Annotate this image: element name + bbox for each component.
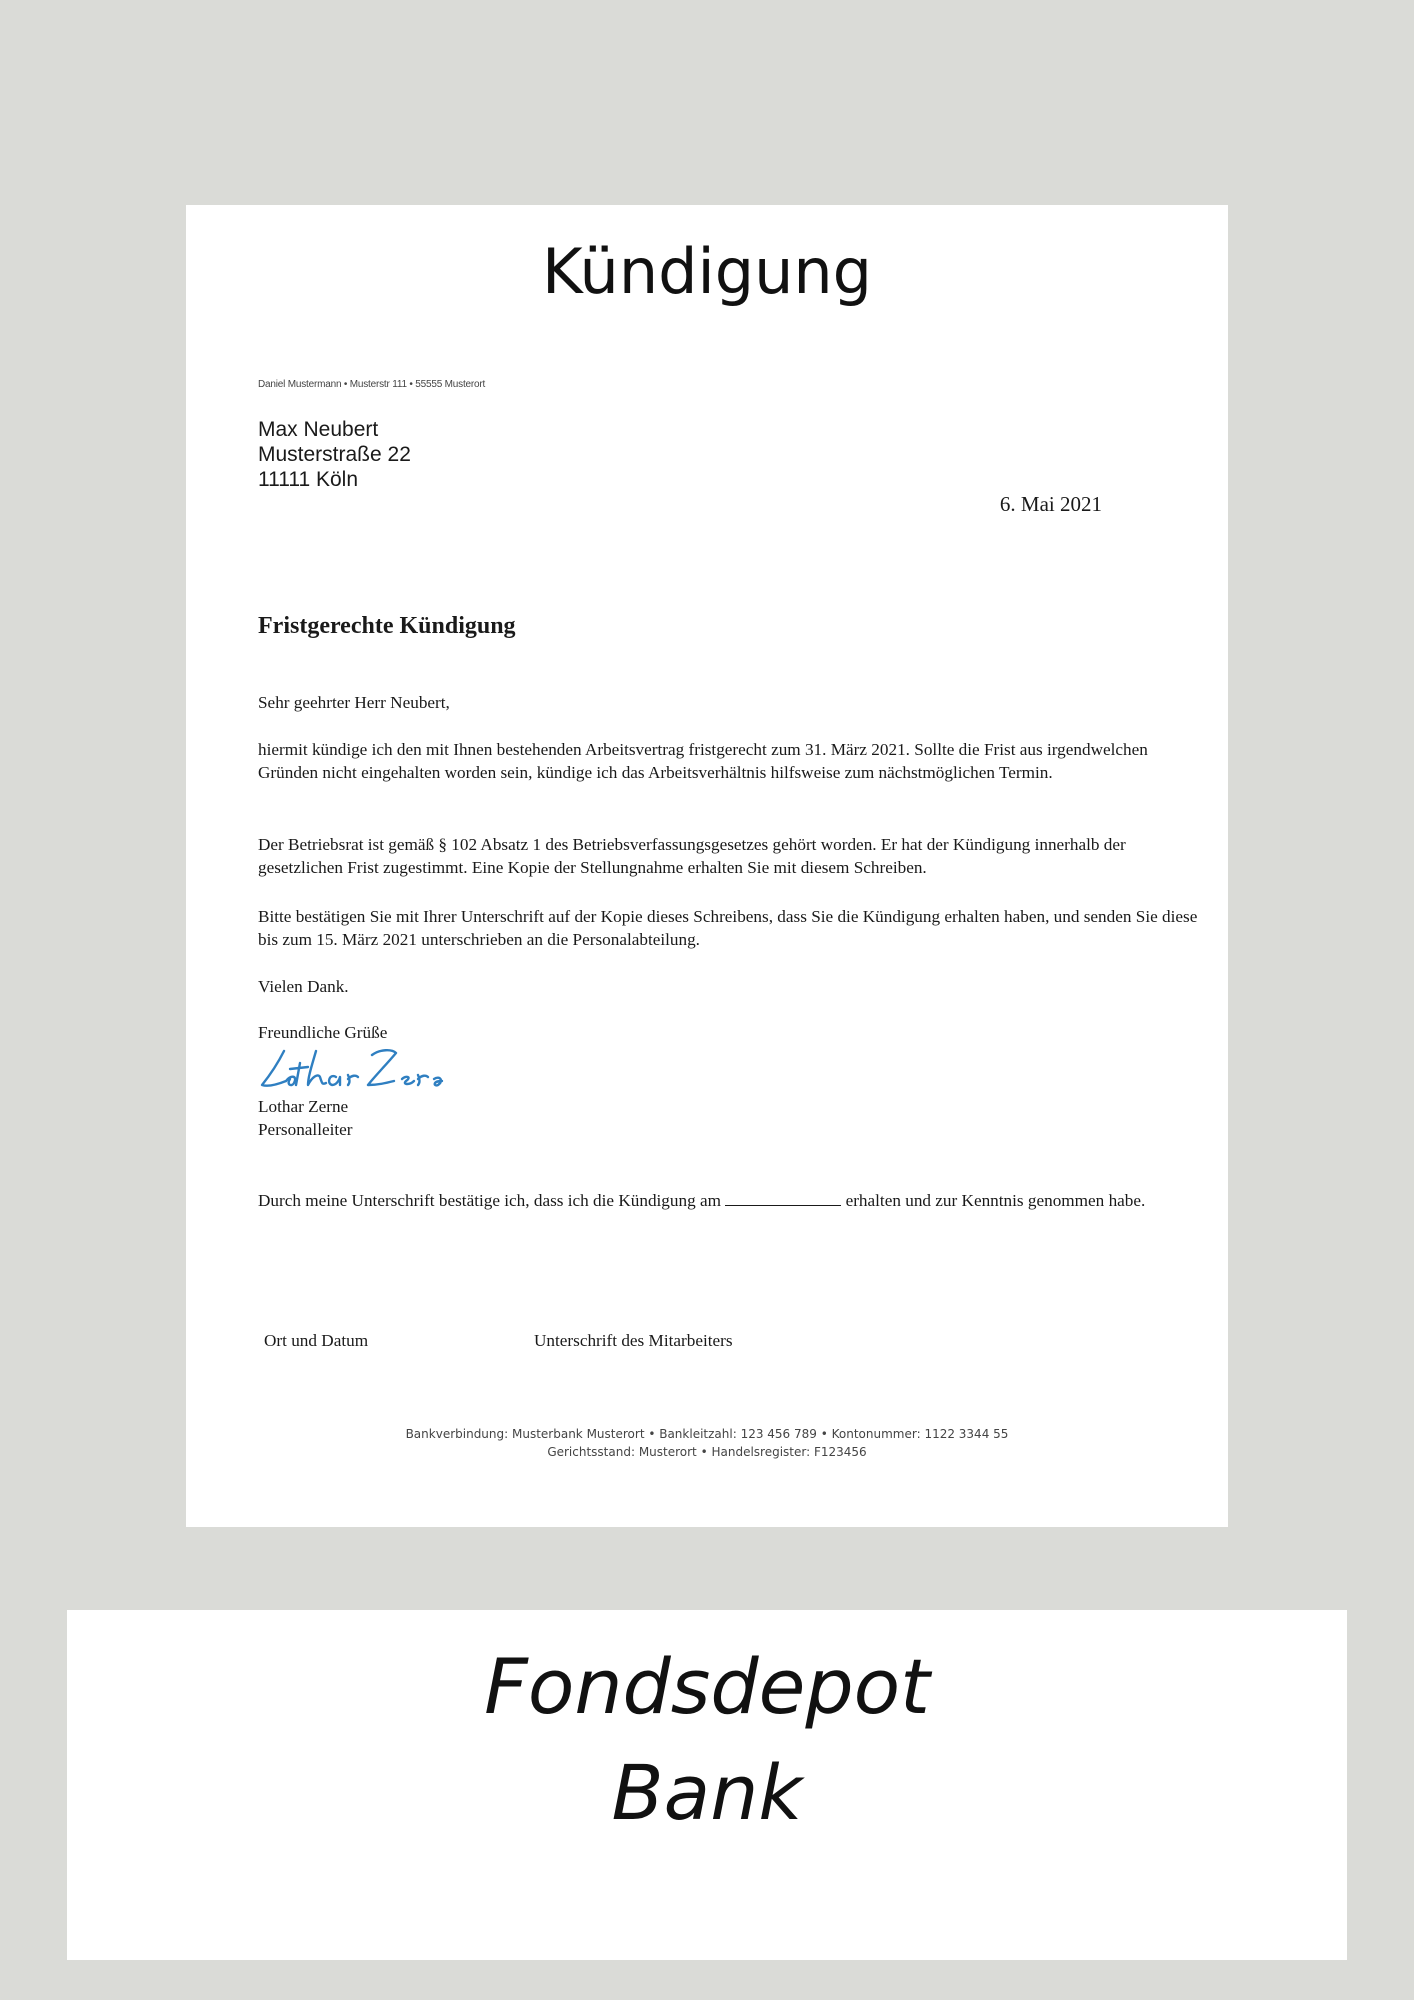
paragraph-confirmation-request: Bitte bestätigen Sie mit Ihrer Unterschrift auf der Kopie dieses Schreibens, dass Sie die Kündigung erhalten haben, und senden Sie diese bis zum 15. März 2021 unterschrieben an die Personalabteilung. xyxy=(258,907,1198,949)
paragraph-termination: hiermit kündige ich den mit Ihnen bestehenden Arbeitsvertrag fristgerecht zum 31. März 2021. Sollte die Frist aus irgendwelchen Gründen nicht eingehalten worden sein, kündige ich das Arbeitsverhältnis hilfsweise zum nächstmöglichen Termin. xyxy=(258,740,1148,782)
signer-name: Lothar Zerne xyxy=(258,1097,349,1116)
closing: Freundliche Grüße xyxy=(258,1023,388,1042)
confirmation-statement xyxy=(258,1189,1203,1212)
sender-return-address: Daniel Mustermann • Musterstr 111 • 55555 Musterort xyxy=(258,379,486,390)
caption-line-1: Fondsdepot xyxy=(484,1642,930,1731)
signer-title: Personalleiter xyxy=(258,1120,353,1139)
paragraph-works-council: Der Betriebsrat ist gemäß § 102 Absatz 1 des Betriebsverfassungsgesetzes gehört worden. Er hat der Kündigung innerhalb der gesetzlichen Frist zugestimmt. Eine Kopie der Stellungnahme erhalten Sie mit diesem Schreiben. xyxy=(258,835,1126,877)
place-date-label: Ort und Datum xyxy=(264,1331,369,1350)
recipient-address xyxy=(258,417,411,492)
salutation: Sehr geehrter Herr Neubert, xyxy=(258,693,450,712)
recipient-city: 11111 Köln xyxy=(258,468,359,491)
confirmation-text-end: erhalten und zur Kenntnis genommen habe. xyxy=(845,1191,1146,1210)
letter-heading: Kündigung xyxy=(541,235,873,308)
caption-box xyxy=(67,1610,1347,1960)
letter-page xyxy=(186,205,1228,1527)
paragraph-thanks: Vielen Dank. xyxy=(258,977,349,996)
date-blank-line[interactable] xyxy=(725,1191,841,1206)
letter-subject: Fristgerechte Kündigung xyxy=(258,613,516,639)
employee-signature-label: Unterschrift des Mitarbeiters xyxy=(534,1331,733,1350)
caption-title xyxy=(67,1634,1347,1846)
footer-bank-details: Bankverbindung: Musterbank Musterort • Bankleitzahl: 123 456 789 • Kontonummer: 1122 3344 55 xyxy=(405,1427,1009,1441)
caption-line-2: Bank xyxy=(611,1748,803,1837)
letter-footer xyxy=(186,1425,1228,1461)
confirmation-text-start: Durch meine Unterschrift bestätige ich, dass ich die Kündigung am xyxy=(258,1191,721,1210)
signer-block xyxy=(258,1095,353,1141)
recipient-street: Musterstraße 22 xyxy=(258,443,411,466)
handwritten-signature xyxy=(256,1041,446,1093)
letter-date: 6. Mai 2021 xyxy=(999,492,1102,516)
recipient-name: Max Neubert xyxy=(258,418,379,441)
footer-court-register: Gerichtsstand: Musterort • Handelsregister: F123456 xyxy=(547,1445,867,1459)
